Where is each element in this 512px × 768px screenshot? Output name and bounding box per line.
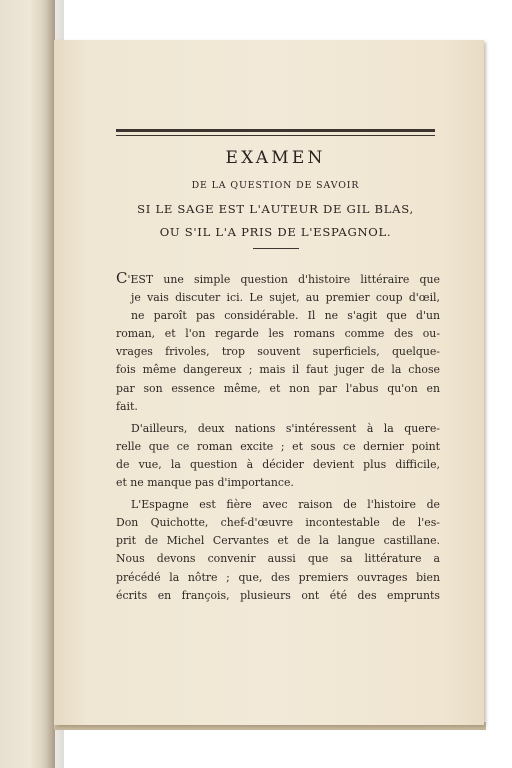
section-divider xyxy=(253,248,299,249)
text-line: vrages frivoles, trop souvent superficiels, quelque- xyxy=(116,345,440,359)
text-line: de vue, la question à décider devient plus difficile, xyxy=(116,457,440,471)
text-line: fois même dangereux ; mais il faut juger de la chose xyxy=(116,363,440,377)
heading-line-2: OU S'IL L'A PRIS DE L'ESPAGNOL. xyxy=(159,225,392,239)
text-line: ne paroît pas considérable. Il ne s'agit que d'un xyxy=(131,309,440,323)
text-line: roman, et l'on regarde les romans comme des ou- xyxy=(116,327,440,341)
page-title: EXAMEN xyxy=(225,148,326,168)
text-line: et ne manque pas d'importance. xyxy=(116,476,294,490)
body-text xyxy=(116,271,440,605)
text-line: écrits en françois, plusieurs ont été des emprunts xyxy=(116,588,440,602)
text-line: prit de Michel Cervantes et de la langue castillane. xyxy=(116,534,440,548)
text-line: D'ailleurs, deux nations s'intéressent à la quere- xyxy=(131,421,440,435)
text-line: précédé la nôtre ; que, des premiers ouvrages bien xyxy=(116,570,440,584)
text-line: Nous devons convenir aussi que sa littérature a xyxy=(116,552,440,566)
header-rule-thin xyxy=(116,135,435,136)
heading-line-1: SI LE SAGE EST L'AUTEUR DE GIL BLAS, xyxy=(137,202,414,216)
text-line: fait. xyxy=(116,399,138,413)
header-rule-thick xyxy=(116,129,435,132)
drop-cap: C xyxy=(116,269,128,287)
text-line: L'Espagne est fière avec raison de l'histoire de xyxy=(131,498,440,512)
text-line: je vais discuter ici. Le sujet, au premier coup d'œil, xyxy=(131,291,440,305)
page-subtitle: DE LA QUESTION DE SAVOIR xyxy=(191,180,360,191)
text-line: Don Quichotte, chef-d'œuvre incontestable de l'es- xyxy=(116,516,440,530)
text-line: par son essence même, et non par l'abus qu'on en xyxy=(116,381,440,395)
text-line: relle que ce roman excite ; et sous ce dernier point xyxy=(116,439,440,453)
text-line: C'EST une simple question d'histoire littéraire que xyxy=(116,269,440,287)
